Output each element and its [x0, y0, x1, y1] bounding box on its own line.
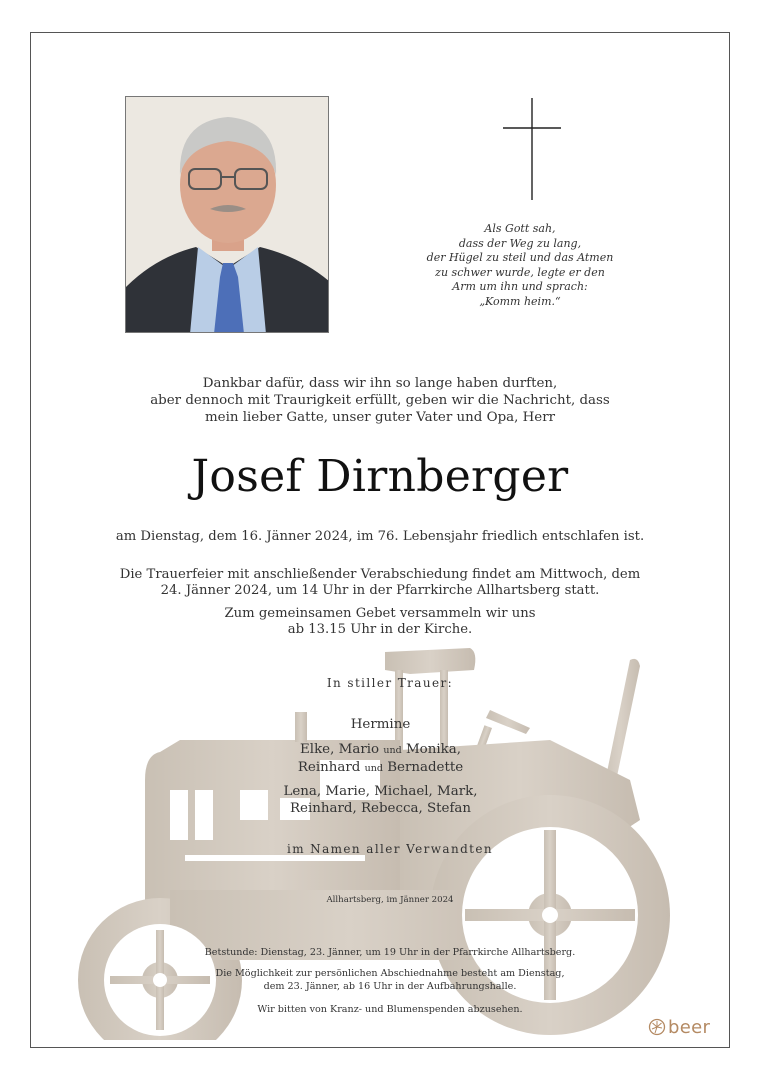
ceremony-line: Die Trauerfeier mit anschließender Verabschiedung findet am Mittwoch, dem	[119, 567, 641, 582]
children-names-c: Reinhard	[297, 760, 361, 775]
poem-line: Als Gott sah,	[484, 222, 556, 235]
and-word: und	[364, 763, 383, 774]
children-line-1	[0, 741, 761, 759]
mourners-heading: In stiller Trauer:	[326, 676, 454, 690]
children-names-a: Elke, Mario	[300, 742, 380, 757]
grandchildren-line: Reinhard, Rebecca, Stefan	[289, 801, 472, 816]
poem-line: zu schwer wurde, legte er den	[435, 265, 605, 279]
children-names-d: Bernadette	[387, 760, 464, 775]
beer-logo	[648, 1014, 710, 1040]
death-notice: am Dienstag, dem 16. Jänner 2024, im 76. Lebensjahr friedlich entschlafen ist.	[115, 529, 645, 544]
prayer-line: Zum gemeinsamen Gebet versammeln wir uns	[224, 606, 536, 621]
logo-text: beer	[668, 1016, 711, 1038]
dandelion-icon	[648, 1018, 666, 1036]
farewell-line: Die Möglichkeit zur persönlichen Abschiednahme besteht am Dienstag,	[215, 968, 565, 979]
intro-line: aber dennoch mit Traurigkeit erfüllt, geben wir die Nachricht, dass	[150, 393, 610, 408]
relatives-line: im Namen aller Verwandten	[286, 842, 494, 856]
intro-text	[30, 375, 730, 426]
poem-line: der Hügel zu steil und das Atmen	[426, 251, 614, 265]
portrait-photo	[125, 96, 329, 333]
mourner-children	[0, 741, 761, 777]
mourner-spouse: Hermine	[350, 717, 411, 732]
grandchildren-line: Lena, Marie, Michael, Mark,	[283, 784, 478, 799]
vigil-info: Betstunde: Dienstag, 23. Jänner, um 19 Uhr in der Pfarrkirche Allhartsberg.	[204, 947, 576, 958]
ceremony-info	[30, 567, 730, 599]
portrait-illustration	[126, 97, 329, 333]
poem-line: dass der Weg zu lang,	[458, 236, 582, 250]
deceased-name: Josef Dirnberger	[191, 451, 569, 502]
poem-line: „Komm heim.“	[479, 294, 561, 308]
farewell-info	[0, 967, 761, 993]
flowers-request: Wir bitten von Kranz- und Blumenspenden abzusehen.	[257, 1004, 523, 1015]
children-names-b: Monika,	[405, 742, 461, 757]
ceremony-line: 24. Jänner 2024, um 14 Uhr in der Pfarrkirche Allhartsberg statt.	[160, 583, 600, 598]
mourner-grandchildren	[0, 783, 761, 817]
children-line-2	[0, 759, 761, 777]
intro-line: Dankbar dafür, dass wir ihn so lange haben durften,	[202, 376, 558, 391]
intro-line: mein lieber Gatte, unser guter Vater und Opa, Herr	[204, 410, 556, 425]
place-date: Allhartsberg, im Jänner 2024	[326, 895, 454, 905]
poem	[420, 222, 620, 310]
poem-line: Arm um ihn und sprach:	[452, 280, 588, 294]
prayer-info	[30, 606, 730, 638]
cross-icon	[503, 98, 561, 200]
prayer-line: ab 13.15 Uhr in der Kirche.	[287, 622, 473, 637]
and-word: und	[383, 745, 402, 756]
farewell-line: dem 23. Jänner, ab 16 Uhr in der Aufbahrungshalle.	[263, 981, 517, 992]
